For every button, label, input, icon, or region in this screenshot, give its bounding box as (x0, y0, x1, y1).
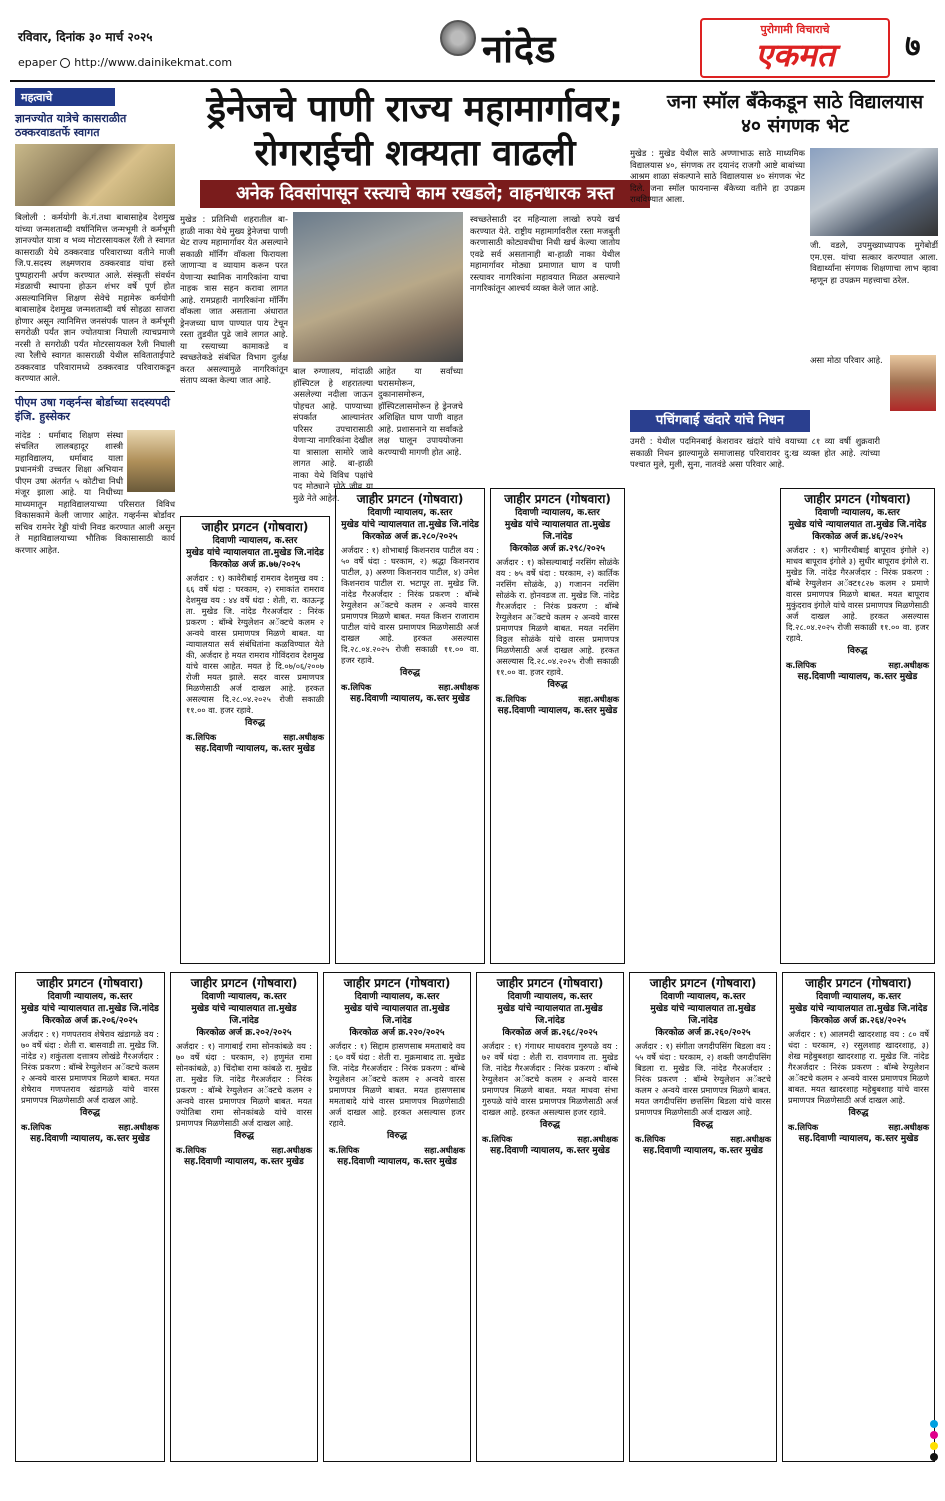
notice-body: अर्जदार : १) गणपतराव शेषेराव खंडागळे वय : ७० वर्षे धंदा : शेती रा. बासवाडी ता. मुखेड जि. नांदेड २) शकुंतला दत्तात्रय लोखंडे गैरअर्जदार : निरंक प्रकरण : बॉम्बे रेग्युलेशन अॅक्टचे कलम २ अन्वये वारस प्रमाणपत्र मिळणे बाबत. मयत शेषेराव गणपतराव खंडागळे यांचे वारस प्रमाणपत्र मिळणेसाठी अर्ज दाखल आहे. (21, 1029, 159, 1105)
sig-supt: सहा.अधीक्षक (578, 694, 619, 704)
notice-court: दिवाणी न्यायालय, क.स्तर (212, 536, 298, 546)
notice-versus: विरुद्ध (848, 1108, 869, 1118)
notice-body: अर्जदार : १) सिद्दाम हासणसाब ममताबादे वय : ६० वर्षे धंदा : शेती रा. मुक्रमाबाद ता. मुखेड जि. नांदेड गैरअर्जदार : निरंक प्रकरण : बॉम्बे रेग्युलेशन अॅक्टचे कलम २ अन्वये वारस प्रमाणपत्र मिळणे बाबत. मयत हासणसाब ममताबादे यांचे वारस प्रमाणपत्र मिळणेसाठी अर्ज दाखल आहे. हरकत असल्यास हजर रहावे. (329, 1041, 465, 1128)
cyan-mark (930, 1420, 938, 1428)
computer-donation-photo (810, 148, 938, 236)
notice-body: अर्जदार : १) भागीरथीबाई बापूराव इंगोले २) माधव बापूराव इंगोले ३) सुधीर बापूराव इंगोले रा. मुखेड जि. नांदेड गैरअर्जदार : निरंक प्रकरण : बॉम्बे रेग्युलेशन अॅक्ट१८२७ कलम २ प्रमाणे वारस प्रमाणपत्र मिळणे बाबत. मयत बापूराव मुकुंदराव इंगोले यांचे वारस प्रमाणपत्र मिळणेसाठी अर्ज दाखल आहे. हरकत असल्यास दि.२८.०४.२०२५ रोजी सकाळी ११.०० वा. हजर रहावे. (786, 545, 929, 643)
obituary-text: उमरी : येथील पदमिनबाई केशरावर खंदारे यांचे वयाच्या ८१ व्या वर्षी शुक्रवारी सकाळी निधन झाल्यामुळे समाजासह परिवारावर दु:ख व्यक्त होत आहे. त्यांच्या पश्चात मुले, मुली, सुना, नातवंडे असा परिवार आहे. (630, 436, 880, 469)
notice-body: अर्जदार : १) कावेरीबाई रामराव देशमुख वय : ६६ वर्षे धंदा : घरकाम, २) रमाकांत रामराव देशमुख वय : ४४ वर्षे धंदा : शेती, रा. काऊन्ड्र ता. मुखेड जि. नांदेड गैरअर्जदार : निरंक प्रकरण : बॉम्बे रेग्युलेशन अॅक्टचे कलम २ अन्वये वारस प्रमाणपत्र मिळणे बाबत. या न्यायालयात सर्व संबंधितांना कळविण्यात येते की, अर्जदार हे मयत रामराव गोविंदराव देशमुख यांचे वारस आहेत. मयत हे दि.०७/०६/२००७ रोजी मयत झाले. सदर वारस प्रमाणपत्र मिळणेसाठी अर्ज दाखल आहे. हरकत असल्यास दि.२८.०४.२०२५ रोजी सकाळी ११.०० वा. हजर रहावे. (186, 573, 324, 715)
legal-notice (782, 972, 935, 1462)
notice-title: जाहीर प्रगटन (गोषवारा) (36, 976, 144, 990)
notice-case-no: किरकोळ अर्ज क्र.२२०/२०२५ (349, 1028, 445, 1038)
notice-court: दिवाणी न्यायालय, क.स्तर (816, 992, 901, 1002)
notice-case-no: किरकोळ अर्ज क्र.२०६/२०२५ (42, 1016, 138, 1026)
notice-court: दिवाणी न्यायालय, क.स्तर (201, 992, 287, 1002)
sig-supt: सहा.अधीक्षक (271, 1145, 312, 1155)
sig-clerk: क.लिपिक (176, 1145, 207, 1155)
yellow-mark (930, 1442, 938, 1450)
logo-tagline: पुरोगामी विचाराचे (760, 23, 830, 36)
brief-text-1: बिलोली : कर्मयोगी के.गं.तथा बाबासाहेब देशमुख यांच्या जन्मशताब्दी वर्षानिमित्त जन्मभूमी ते कर्मभूमी ज्ञानज्योत यात्रा व भव्य मोटारसायकल रॅली ते स्वागत कासराळी येथे ठक्करवाड परिवाराच्या वतीने माजी जि.प.सदस्य लक्ष्मणराव ठक्करवाड यांचा हस्ते पुष्पहारानी अर्पण करण्यात आले. संस्कृती संवर्धन मंडळाची स्थापना होऊन शंभर वर्षे पूर्ण होत असल्यानिमित्त शिक्षण सेवेचे महामेरू कर्मयोगी बाबासाहेब देशमुख जन्मशताब्दी वर्ष सोहळा साजरा होणार असून त्यानिमित्त जनसंपर्क पालन ते कर्मभूमी सगरोळी पर्यंत ज्ञान ज्योतयात्रा निघाली त्याचप्रमाणे नरसी ते सगरोळी पर्यंत मोटरसायकल रैली निघाली त्या रैलीचे स्वागत कासराळी येथील सविताताईपाटे ठक्करवाड परिवारामध्ये ठक्करवाड परिवाराकडून करण्यात आले. (15, 212, 175, 383)
magenta-mark (930, 1431, 938, 1439)
sig-supt: सहा.अधीक्षक (424, 1145, 465, 1155)
notice-court: दिवाणी न्यायालय, क.स्तर (47, 992, 133, 1002)
right-column-1: मुखेड : मुखेड येथील साठे अण्णाभाऊ साठे माध्यमिक विद्यालयास ४०, संगणक तर दयानंद राजगौ आष्टे बाबांच्या आश्रम शाळा संकल्पाने साठे विद्यालयास ४० संगणक भेट दिले. जना स्मॉल फायनान्स बँकेच्या वतीने हा उपक्रम राबविण्यात आला. (630, 148, 805, 204)
notice-court-place: मुखेड यांचे न्यायालयात ता.मुखेड जि.नांदेड (788, 520, 927, 530)
notice-office: सह.दिवाणी न्यायालय, क.स्तर मुखेड (490, 1146, 610, 1156)
notice-case-no: किरकोळ अर्ज क्र.२६४/२०२५ (810, 1016, 907, 1026)
brief-text-2-wrap (15, 430, 175, 557)
notice-signature (176, 1145, 312, 1156)
sig-clerk: क.लिपिक (635, 1134, 666, 1144)
notice-office: सह.दिवाणी न्यायालय, क.स्तर मुखेड (195, 744, 315, 754)
print-registration-marks (930, 1420, 938, 1490)
notice-court: दिवाणी न्यायालय, क.स्तर (815, 508, 900, 518)
notice-office: सह.दिवाणी न्यायालय, क.स्तर मुखेड (30, 1134, 150, 1144)
notice-signature (21, 1122, 159, 1133)
brief-text-2: नांदेड : धर्माबाद शिक्षण संस्था संचलित लालबहादूर शास्त्री महाविद्यालय, धर्माबाद याला प्रधानमंत्री उच्चतर शिक्षा अभियान पीएम उषा अंतर्गत ५ कोटीचा निधी मंजूर झाला आहे. या निधीच्या माध्यमातून महाविद्यालयाच्या परिसरात विविध विकासकामे केली जाणार आहेत. गव्हर्नन्स बोर्डावर सचिव रामनेर रेड्डी यांची निवड करण्यात आली असून ते महाविद्यालयाच्या भौतिक विकासासाठी कार्य करणार आहेत. (15, 429, 175, 555)
notice-versus: विरुद्ध (245, 718, 265, 728)
drainage-road-photo (293, 212, 463, 362)
notice-court-place: मुखेड यांचे न्यायालयात ता.मुखेड जि.नांदेड (186, 548, 324, 558)
obituary-headline: पचिंगबाई खंदारे यांचे निधन (630, 410, 810, 432)
notice-court: दिवाणी न्यायालय, क.स्तर (354, 992, 440, 1002)
legal-notice (780, 488, 935, 964)
notice-signature (635, 1134, 771, 1145)
main-subheadline: अनेक दिवसांपासून रस्त्याचे काम रखडले; वाहनधारक त्रस्त (200, 180, 650, 208)
notice-body: अर्जदार : १) कोसल्याबाई नरसिंग सोळंके वय : ७५ वर्षे धंदा : घरकाम, २) कार्तिक नरसिंग सोळंके, ३) गजानन नरसिंग सोळंके रा. होनवडज ता. मुखेड जि. नांदेड गैरअर्जदार : निरंक प्रकरण : बॉम्बे रेग्युलेशन अॅक्टचे कलम २ अन्वये वारस प्रमाणपत्र मिळणे बाबत. मयत नरसिंग विठ्ठल सोळंके यांचे वारस प्रमाणपत्र मिळणेसाठी अर्ज दाखल आहे. हरकत असल्यास दि.२८.०४.२०२५ रोजी सकाळी ११.०० वा. हजर रहावे. (496, 557, 619, 677)
sig-clerk: क.लिपिक (496, 694, 527, 704)
legal-notice (629, 972, 777, 1462)
masthead (0, 0, 945, 86)
notice-court-place: मुखेड यांचे न्यायालयात ता.मुखेड जि.नांदेड (650, 1004, 756, 1026)
obituary-side: असा मोठा परिवार आहे. (810, 355, 883, 365)
city-emblem-icon (440, 20, 476, 56)
notice-versus: विरुद्ध (80, 1108, 100, 1118)
notice-body: अर्जदार : १) शोभाबाई किशनराव पाटील वय : ५० वर्षे धंदा : घरकाम, २) श्रद्धा किशनराव पाटील, ३) अरुणा किशनराव पाटील, ४) उमेश किशनराव पाटील रा. भटापूर ता. मुखेड जि. नांदेड गैरअर्जदार : निरंक प्रकरण : बॉम्बे रेग्युलेशन अॅक्टचे कलम २ अन्वये वारस प्रमाणपत्र मिळणे बाबत. मयत किशन राजाराम पाटील यांचे वारस प्रमाणपत्र मिळणेसाठी अर्ज दाखल आहे. हरकत असल्यास दि.२८.०४.२०२५ रोजी सकाळी ११.०० वा. हजर रहावे. (341, 545, 479, 665)
notice-case-no: किरकोळ अर्ज क्र.२०२/२०२५ (196, 1028, 292, 1038)
notice-court-place: मुखेड यांचे न्यायालयात ता.मुखेड जि.नांदेड (191, 1004, 297, 1026)
notice-versus: विरुद्ध (540, 1120, 560, 1130)
sig-clerk: क.लिपिक (788, 1122, 819, 1132)
notice-court-place: मुखेड यांचे न्यायालयात ता.मुखेड जि.नांदेड (21, 1004, 159, 1014)
legal-notice (335, 488, 485, 964)
notice-title: जाहीर प्रगटन (गोषवारा) (201, 520, 309, 534)
notice-case-no: किरकोळ अर्ज क्र.४६/२०२५ (812, 532, 903, 542)
sig-supt: सहा.अधीक्षक (730, 1134, 771, 1144)
sidebar-briefs (15, 88, 175, 580)
notice-case-no: किरकोळ अर्ज क्र.७७/२०२५ (209, 560, 301, 570)
sig-clerk: क.लिपिक (329, 1145, 360, 1155)
legal-notice (476, 972, 624, 1462)
main-column-3: आहेत या सर्वांच्या घरासमोरून, दुकानासमोरून, हॉस्पिटलासमोरून हे ड्रेनजचे अशिक्षित घाण पाणी वाहत आहे. प्रशासनाने या सर्वांकडे लक्ष घालून उपाययोजना करण्याची मागणी होत आहे. (378, 366, 463, 457)
notice-signature (341, 682, 479, 693)
sig-supt: सहा.अधीक्षक (283, 732, 324, 742)
notice-office: सह.दिवाणी न्यायालय, क.स्तर मुखेड (797, 672, 918, 682)
notice-signature (482, 1134, 618, 1145)
notice-court: दिवाणी न्यायालय, क.स्तर (507, 992, 593, 1002)
notice-body: अर्जदार : १) आलमदी खादरशाह वय : ८० वर्षे धंदा : घरकाम, २) रसुलशाह खादरशाह, ३) शेख महेबुबशहा खादरशाह रा. मुखेड जि. नांदेड गैरअर्जदार : निरंक प्रकरण : बॉम्बे रेग्युलेशन अॅक्टचे कलम २ अन्वये वारस प्रमाणपत्र मिळणे बाबत. मयत खादरशाह महेबुबशाह यांचे वारस प्रमाणपत्र मिळणेसाठी अर्ज दाखल आहे. (788, 1029, 929, 1105)
notice-court-place: मुखेड यांचे न्यायालयात ता.मुखेड जि.नांदेड (504, 520, 611, 542)
legal-notice (15, 972, 165, 1462)
notice-court-place: मुखेड यांचे न्यायालयात ता.मुखेड जि.नांदेड (344, 1004, 450, 1026)
epaper-url[interactable] (18, 56, 232, 69)
sig-supt: सहा.अधीक्षक (577, 1134, 618, 1144)
notice-signature (786, 660, 929, 671)
notice-body: अर्जदार : १) गंगाधर माधवराव गुरुपळे वय : ७२ वर्षे धंदा : शेती रा. रावणगाव ता. मुखेड जि. नांदेड गैरअर्जदार : निरंक प्रकरण : बॉम्बे रेग्युलेशन अॅक्टचे कलम २ अन्वये वारस प्रमाणपत्र मिळणे बाबत. मयत माधवा संभा गुरुपळे यांचे वारस प्रमाणपत्र मिळणेसाठी अर्ज दाखल आहे. हरकत असल्यास हजर रहावे. (482, 1041, 618, 1117)
notice-court-place: मुखेड यांचे न्यायालयात ता.मुखेड जि.नांदेड (341, 520, 479, 530)
notice-court-place: मुखेड यांचे न्यायालयात ता.मुखेड जि.नांदेड (497, 1004, 603, 1026)
right-column-2: जी. वडले, उपमुख्याध्यापक मुगेबोर्डी एम.एस. यांचा सत्कार करण्यात आला. विद्यार्थ्यांना संगणक शिक्षणाचा लाभ व्हावा म्हणून हा उपक्रम महत्त्वाचा ठरेल. (810, 240, 938, 285)
notice-signature (788, 1122, 929, 1133)
main-column-2: बाल रुग्णालय, मांदाळी हॉस्पिटल हे शहरातल्या असलेल्या नदीला जाऊन पोहचत आहे. पाण्याच्या संपर्कात आल्यानंतर परिसर उपचारासाठी येणाऱ्या नागरिकांना देखील या त्रासाला सामोरे जावे लागत आहे. बा-हाळी नाका येथे विविध पक्षांचे पद मोठ्याने मोठे जीव या मुळे नेते आहेत. (293, 366, 373, 503)
main-column-4: स्वच्छतेसाठी दर महिन्याला लाखो रुपये खर्च करण्यात येते. राष्ट्रीय महामार्गावरील रस्ता मजबुती करणासाठी कोट्यवधीचा निधी खर्च केल्या जातोय एवढे सर्व असतानाही बा-हाळी नाका येथील महामार्गावर मोठ्या प्रमाणात घाण व पाणी रस्त्यावर नागरिकांना महावयात मिळत असल्याने नागरिकांतून आश्चर्य व्यक्त केले जात आहे. (470, 214, 620, 293)
notice-versus: विरुद्ध (234, 1131, 254, 1141)
page-number: ७ (905, 29, 921, 64)
notice-title: जाहीर प्रगटन (गोषवारा) (496, 976, 604, 990)
notice-body: अर्जदार : १) नागाबाई रामा सोनकांबळे वय : ७० वर्षे धंदा : घरकाम, २) हणुमंत रामा सोनकांबळे, ३) चिंदोबा रामा कांबळे रा. मुखेड ता. मुखेड जि. नांदेड गैरअर्जदार : निरंक प्रकरण : बॉम्बे रेग्युलेशन अॅक्टचे कलम २ अन्वये वारस प्रमाणपत्र मिळणे बाबत. मयत ज्योतिबा रामा सोनकांबळे यांचे वारस प्रमाणपत्र मिळणेसाठी अर्ज दाखल आहे. (176, 1041, 312, 1128)
notice-court: दिवाणी न्यायालय, क.स्तर (660, 992, 746, 1002)
notice-case-no: किरकोळ अर्ज क्र.२६०/२०२५ (655, 1028, 751, 1038)
notice-office: सह.दिवाणी न्यायालय, क.स्तर मुखेड (643, 1146, 763, 1156)
notice-case-no: किरकोळ अर्ज क्र.२९८/२०२५ (509, 544, 606, 554)
sig-supt: सहा.अधीक्षक (888, 660, 929, 670)
sig-supt: सहा.अधीक्षक (888, 1122, 929, 1132)
notice-body: अर्जदार : १) संगीता जगदीपसिंग बिडला वय : ५५ वर्षे धंदा : घरकाम, २) शक्ती जगदीपसिंग बिडला रा. मुखेड जि. नांदेड गैरअर्जदार : निरंक प्रकरण : बॉम्बे रेग्युलेशन अॅक्टचे कलम २ अन्वये वारस प्रमाणपत्र मिळणे बाबत. मयत जगदीपसिंग छत्तसिंग बिडला यांचे वारस प्रमाणपत्र मिळणेसाठी अर्ज दाखल आहे. (635, 1041, 771, 1117)
legal-notice (170, 972, 318, 1462)
notice-signature (496, 694, 619, 705)
portrait-photo (127, 430, 175, 492)
notice-office: सह.दिवाणी न्यायालय, क.स्तर मुखेड (350, 694, 470, 704)
main-headline: ड्रेनेजचे पाणी राज्य महामार्गावर; रोगराईची शक्यता वाढली (206, 89, 624, 174)
sig-supt: सहा.अधीक्षक (438, 682, 479, 692)
issue-date: रविवार, दिनांक ३० मार्च २०२५ (18, 30, 153, 44)
sig-clerk: क.लिपिक (482, 1134, 513, 1144)
brief-headline-1: ज्ञानज्योत यात्रेचे कासराळीत ठक्करवाडतर्फे स्वागत (15, 112, 127, 139)
notice-versus: विरुद्ध (387, 1131, 407, 1141)
notice-versus: विरुद्ध (693, 1120, 713, 1130)
sig-supt: सहा.अधीक्षक (118, 1122, 159, 1132)
notice-case-no: किरकोळ अर्ज क्र.२६८/२०२५ (502, 1028, 598, 1038)
logo-name: एकमत (755, 36, 835, 74)
notice-office: सह.दिवाणी न्यायालय, क.स्तर मुखेड (184, 1157, 304, 1167)
notice-title: जाहीर प्रगटन (गोषवारा) (804, 492, 911, 506)
notice-title: जाहीर प्रगटन (गोषवारा) (343, 976, 451, 990)
obituary-portrait (890, 355, 936, 411)
sig-clerk: क.लिपिक (21, 1122, 52, 1132)
epaper-label: epaper (18, 56, 57, 69)
notice-court: दिवाणी न्यायालय, क.स्तर (367, 508, 453, 518)
notice-title: जाहीर प्रगटन (गोषवारा) (190, 976, 298, 990)
notice-title: जाहीर प्रगटन (गोषवारा) (356, 492, 464, 506)
notice-signature (186, 732, 324, 743)
notice-title: जाहीर प्रगटन (गोषवारा) (504, 492, 611, 506)
legal-notice (490, 488, 625, 964)
sig-clerk: क.लिपिक (786, 660, 817, 670)
notice-office: सह.दिवाणी न्यायालय, क.स्तर मुखेड (497, 706, 618, 716)
notice-case-no: किरकोळ अर्ज क्र.२८०/२०२५ (362, 532, 458, 542)
globe-icon (60, 58, 70, 68)
notice-versus: विरुद्ध (547, 680, 568, 690)
brief-headline-2: पीएम उषा गव्हर्नन्स बोर्डाच्या सदस्यपदी इंजि. हुस्सेकर (15, 391, 175, 424)
main-column-1: मुखेड : प्रतिनिधी शहरातील बा-हाळी नाका येथे मुख्य ड्रेनेजचा पाणी थेट राज्य महामार्गावर येत असल्याने सकाळी मॉर्निंग वॉकला फिरायला जाणाऱ्या व व्यायाम करून परत येणाऱ्या स्थानिक नागरिकांना याचा नाहक त्रास सहन करावा लागत आहे. रामप्रहारी नागरिकांना मॉर्निंग वॉकला जात असताना अंधारात ड्रेनजच्या घाण पाण्यात पाय टेचून रस्ता तुडवीत पुढे जावे लागत आहे. या रस्त्याच्या कामाकडे व स्वच्छतेकडे संबंधित विभाग दुर्लक्ष करत असल्यामुळे नागरिकांतून संताप व्यक्त केल्या जात आहे. (180, 214, 288, 385)
sig-clerk: क.लिपिक (186, 732, 217, 742)
sidebar-banner: महत्वाचे (15, 88, 115, 106)
black-mark (930, 1453, 938, 1461)
header-divider (10, 80, 935, 82)
right-headline: जना स्मॉल बँकेकडून साठे विद्यालयास ४० संगणक भेट (666, 91, 924, 137)
legal-notice (180, 516, 330, 964)
notice-signature (329, 1145, 465, 1156)
site-url[interactable]: http://www.dainikekmat.com (74, 56, 233, 69)
notice-office: सह.दिवाणी न्यायालय, क.स्तर मुखेड (798, 1134, 919, 1144)
notice-office: सह.दिवाणी न्यायालय, क.स्तर मुखेड (337, 1157, 457, 1167)
notice-title: जाहीर प्रगटन (गोषवारा) (805, 976, 912, 990)
notice-court-place: मुखेड यांचे न्यायालयात ता.मुखेड जि.नांदेड (789, 1004, 928, 1014)
notice-title: जाहीर प्रगटन (गोषवारा) (649, 976, 757, 990)
city-edition-title: नांदेड (482, 27, 557, 71)
notice-versus: विरुद्ध (400, 668, 420, 678)
legal-notice (323, 972, 471, 1462)
sig-clerk: क.लिपिक (341, 682, 372, 692)
notice-court: दिवाणी न्यायालय, क.स्तर (515, 508, 600, 518)
notice-versus: विरुद्ध (847, 646, 868, 656)
rally-photo (15, 144, 175, 206)
newspaper-logo (700, 18, 890, 78)
